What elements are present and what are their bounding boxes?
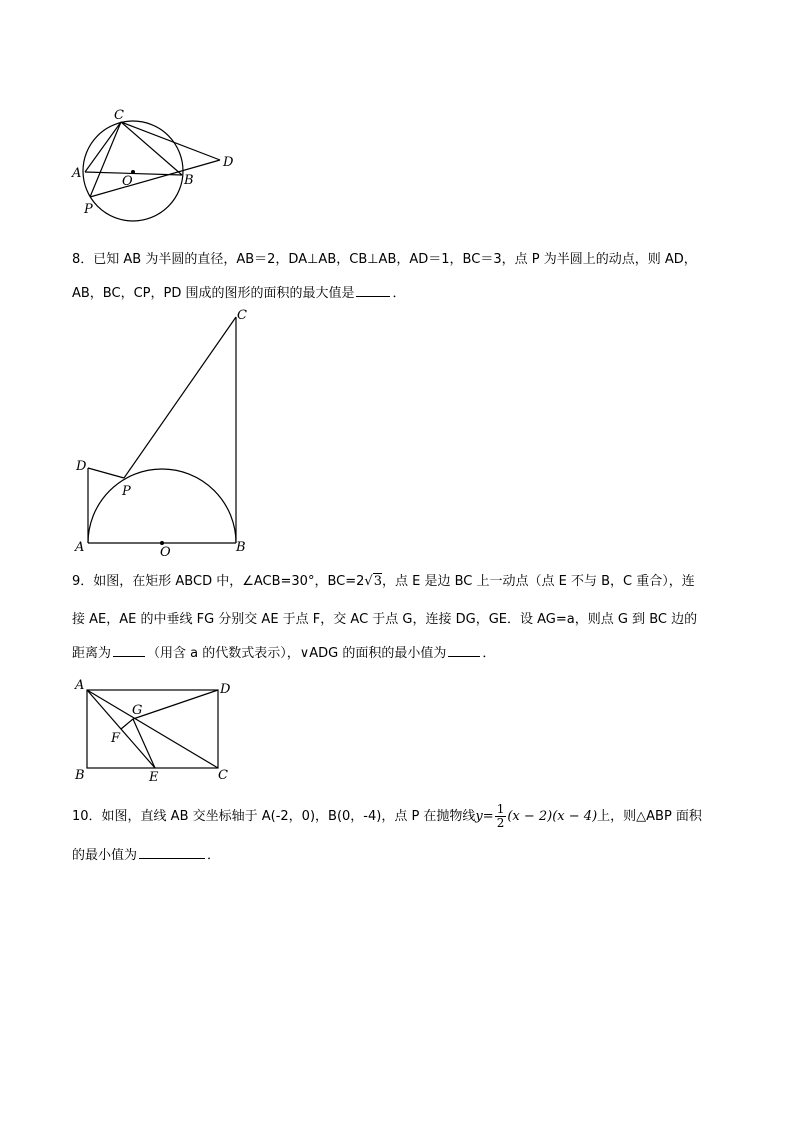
label-o: O bbox=[160, 545, 171, 560]
label-d: D bbox=[223, 155, 234, 170]
q9-text-3c: ． bbox=[482, 646, 496, 661]
q9-line-1 bbox=[72, 574, 695, 590]
q9-text-3a: 距离为 bbox=[72, 646, 112, 661]
equation-expression: (x − 2)(x − 4) bbox=[507, 809, 598, 824]
q8-answer-blank[interactable] bbox=[356, 284, 390, 297]
q8-line-1 bbox=[72, 252, 697, 268]
q9-text-2: 接 AE，AE 的中垂线 FG 分别交 AE 于点 F，交 AC 于点 G，连接 DG，GE．设 AG=a，则点 G 到 BC 边的 bbox=[72, 612, 698, 627]
q9-line-3 bbox=[72, 644, 495, 662]
segment-fg bbox=[121, 719, 133, 729]
q10-text-2: 的最小值为 bbox=[72, 848, 138, 863]
label-c: C bbox=[237, 308, 247, 323]
label-b: B bbox=[184, 173, 194, 188]
equation-y: y bbox=[475, 809, 483, 824]
q8-text-2: AB，BC，CP，PD 围成的图形的面积的最大值是 bbox=[72, 286, 355, 301]
q10-line-2 bbox=[72, 846, 220, 864]
segment-pd bbox=[90, 160, 220, 197]
label-c: C bbox=[218, 768, 228, 783]
segment-dg bbox=[133, 690, 218, 719]
label-e: E bbox=[149, 770, 159, 785]
segment-pc bbox=[124, 317, 236, 478]
figure-rectangle-q9 bbox=[70, 675, 240, 790]
q10-text-1: 10．如图，直线 AB 交坐标轴于 A(-2，0)，B(0，-4)，点 P 在抛物线 bbox=[72, 809, 476, 824]
q10-text-2-end: ． bbox=[207, 848, 221, 863]
q10-line-1 bbox=[72, 802, 702, 832]
semicircle-arc bbox=[88, 469, 236, 543]
q10-text-1-end: 上，则△ABP 面积 bbox=[597, 809, 702, 824]
fraction-denominator: 2 bbox=[496, 816, 505, 830]
sqrt-argument: 3 bbox=[373, 574, 382, 589]
q8-text-2-end: ． bbox=[392, 286, 406, 301]
q10-answer-blank[interactable] bbox=[139, 846, 205, 859]
label-p: P bbox=[122, 484, 131, 499]
q8-line-2 bbox=[72, 284, 406, 302]
segment-ac bbox=[87, 690, 218, 768]
q9-text-1: 9．如图，在矩形 ABCD 中，∠ACB=30°，BC=2 bbox=[72, 574, 365, 589]
q9-text-1-end: ，点 E 是边 BC 上一动点（点 E 不与 B，C 重合），连 bbox=[381, 574, 695, 589]
q9-line-2 bbox=[72, 612, 697, 628]
label-a: A bbox=[75, 678, 85, 693]
q9-text-3b: （用含 a 的代数式表示），∨ADG 的面积的最小值为 bbox=[147, 646, 447, 661]
label-g: G bbox=[132, 703, 143, 718]
sqrt-symbol: √3 bbox=[364, 574, 382, 589]
q9-answer-blank-2[interactable] bbox=[448, 644, 480, 657]
label-c: C bbox=[114, 108, 124, 123]
fraction-one-half bbox=[495, 803, 507, 830]
segment-ge bbox=[133, 719, 155, 768]
figure-semicircle-q8 bbox=[70, 305, 260, 560]
segment-dp bbox=[88, 468, 124, 478]
equation-equals: = bbox=[482, 809, 494, 824]
label-b: B bbox=[75, 768, 85, 783]
figure-circle-q7 bbox=[70, 105, 245, 230]
label-p: P bbox=[84, 202, 93, 217]
label-a: A bbox=[72, 166, 82, 181]
label-b: B bbox=[236, 540, 246, 555]
label-d: D bbox=[76, 459, 87, 474]
label-f: F bbox=[111, 731, 121, 746]
label-o: O bbox=[122, 174, 133, 189]
label-d: D bbox=[220, 682, 231, 697]
q9-answer-blank-1[interactable] bbox=[113, 644, 145, 657]
segment-cd bbox=[121, 122, 220, 160]
label-a: A bbox=[75, 540, 85, 555]
segment-cb bbox=[121, 122, 182, 175]
fraction-numerator: 1 bbox=[496, 802, 505, 816]
q8-text-1: 8．已知 AB 为半圆的直径，AB＝2，DA⊥AB，CB⊥AB，AD＝1，BC＝3，点 P 为半圆上的动点，则 AD， bbox=[72, 252, 697, 267]
